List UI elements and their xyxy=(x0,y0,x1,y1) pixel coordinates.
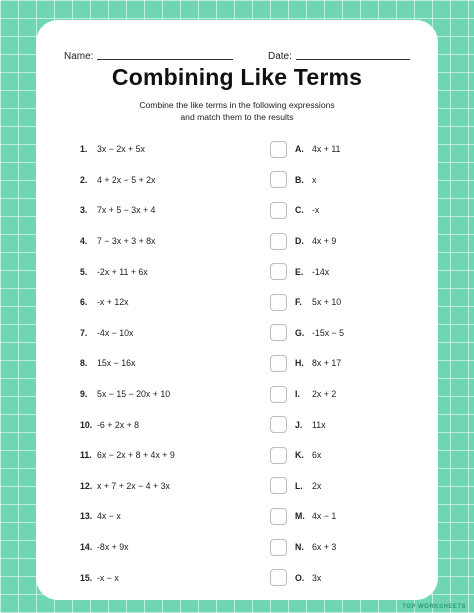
answer-value: -15x − 5 xyxy=(312,327,345,338)
date-label: Date: xyxy=(268,51,292,62)
problem-item xyxy=(80,195,250,226)
answer-item xyxy=(270,195,420,226)
problem-expression: 5x − 15 − 20x + 10 xyxy=(97,389,171,400)
answer-checkbox[interactable] xyxy=(270,294,287,311)
answer-checkbox[interactable] xyxy=(270,386,287,403)
problem-item xyxy=(80,348,250,379)
date-underline[interactable] xyxy=(296,59,410,60)
problem-number: 7. xyxy=(80,327,88,338)
answer-item xyxy=(270,379,420,410)
problem-item xyxy=(80,562,250,593)
problem-number: 13. xyxy=(80,511,93,522)
answer-letter: A. xyxy=(295,144,304,155)
instructions xyxy=(36,99,438,123)
problem-item xyxy=(80,440,250,471)
answer-checkbox[interactable] xyxy=(270,233,287,250)
answer-letter: E. xyxy=(295,266,304,277)
problem-item xyxy=(80,165,250,196)
answer-checkbox[interactable] xyxy=(270,477,287,494)
instructions-line-1: Combine the like terms in the following expressions xyxy=(139,100,335,110)
answer-checkbox[interactable] xyxy=(270,508,287,525)
problem-number: 4. xyxy=(80,236,88,247)
answer-letter: H. xyxy=(295,358,304,369)
problem-item xyxy=(80,226,250,257)
worksheet-sheet xyxy=(36,20,438,600)
answer-value: 6x + 3 xyxy=(312,542,337,553)
answer-checkbox[interactable] xyxy=(270,263,287,280)
problem-expression: 4 + 2x − 5 + 2x xyxy=(97,174,156,185)
answer-letter: D. xyxy=(295,236,304,247)
answer-item xyxy=(270,409,420,440)
answer-item xyxy=(270,287,420,318)
problem-expression: 7x + 5 − 3x + 4 xyxy=(97,205,156,216)
answer-value: 4x − 1 xyxy=(312,511,337,522)
answer-value: 6x xyxy=(312,450,322,461)
answer-value: x xyxy=(312,174,317,185)
problem-item xyxy=(80,409,250,440)
answer-letter: N. xyxy=(295,542,304,553)
worksheet-title: Combining Like Terms xyxy=(111,64,363,90)
answer-value: 4x + 9 xyxy=(312,236,337,247)
answer-item xyxy=(270,562,420,593)
answer-item xyxy=(270,256,420,287)
problem-expression: -8x + 9x xyxy=(97,542,129,553)
problem-number: 8. xyxy=(80,358,88,369)
answer-item xyxy=(270,134,420,165)
instructions-line-2: and match them to the results xyxy=(180,112,294,122)
answer-value: 2x xyxy=(312,480,322,491)
answer-letter: C. xyxy=(295,205,304,216)
problem-number: 12. xyxy=(80,480,93,491)
problem-expression: -2x + 11 + 6x xyxy=(97,266,148,277)
problem-expression: 7 − 3x + 3 + 8x xyxy=(97,236,156,247)
answer-checkbox[interactable] xyxy=(270,569,287,586)
answer-letter: F. xyxy=(295,297,302,308)
answer-letter: B. xyxy=(295,174,304,185)
answer-value: -x xyxy=(312,205,320,216)
problem-item xyxy=(80,379,250,410)
answer-checkbox[interactable] xyxy=(270,171,287,188)
answer-letter: L. xyxy=(295,480,303,491)
problem-number: 10. xyxy=(80,419,93,430)
date-field[interactable] xyxy=(268,42,410,62)
problem-number: 3. xyxy=(80,205,88,216)
answer-item xyxy=(270,501,420,532)
answer-checkbox[interactable] xyxy=(270,141,287,158)
answer-item xyxy=(270,440,420,471)
problems-list xyxy=(80,134,250,593)
answer-checkbox[interactable] xyxy=(270,355,287,372)
answer-item xyxy=(270,471,420,502)
problem-expression: -4x − 10x xyxy=(97,327,134,338)
answer-checkbox[interactable] xyxy=(270,539,287,556)
problem-number: 9. xyxy=(80,389,88,400)
name-underline[interactable] xyxy=(97,59,233,60)
answer-value: -14x xyxy=(312,266,330,277)
problem-number: 1. xyxy=(80,144,88,155)
problem-item xyxy=(80,287,250,318)
answer-checkbox[interactable] xyxy=(270,202,287,219)
problem-item xyxy=(80,501,250,532)
problem-expression: 6x − 2x + 8 + 4x + 9 xyxy=(97,450,175,461)
problem-number: 11. xyxy=(80,450,92,461)
answer-value: 8x + 17 xyxy=(312,358,342,369)
problem-expression: 3x − 2x + 5x xyxy=(97,144,145,155)
answer-value: 2x + 2 xyxy=(312,389,337,400)
name-label: Name: xyxy=(64,51,94,62)
answer-letter: G. xyxy=(295,327,305,338)
problem-number: 5. xyxy=(80,266,88,277)
problem-item xyxy=(80,471,250,502)
answer-value: 4x + 11 xyxy=(312,144,341,155)
problem-expression: 15x − 16x xyxy=(97,358,136,369)
problem-number: 14. xyxy=(80,542,93,553)
answer-checkbox[interactable] xyxy=(270,324,287,341)
answer-item xyxy=(270,165,420,196)
answers-list xyxy=(270,134,420,593)
problem-expression: -x − x xyxy=(97,572,119,583)
problem-expression: 4x − x xyxy=(97,511,121,522)
answer-item xyxy=(270,318,420,349)
answer-item xyxy=(270,226,420,257)
answer-checkbox[interactable] xyxy=(270,416,287,433)
problem-item xyxy=(80,256,250,287)
answer-letter: M. xyxy=(295,511,305,522)
answer-checkbox[interactable] xyxy=(270,447,287,464)
answer-letter: J. xyxy=(295,419,303,430)
problem-item xyxy=(80,134,250,165)
problem-number: 6. xyxy=(80,297,88,308)
problem-number: 2. xyxy=(80,174,88,185)
answer-value: 5x + 10 xyxy=(312,297,342,308)
answer-item xyxy=(270,532,420,563)
name-field[interactable] xyxy=(64,42,233,62)
answer-item xyxy=(270,348,420,379)
problem-expression: x + 7 + 2x − 4 + 3x xyxy=(97,480,170,491)
answer-letter: I. xyxy=(295,389,300,400)
answer-letter: K. xyxy=(295,450,304,461)
answer-value: 11x xyxy=(312,419,326,430)
problem-number: 15. xyxy=(80,572,93,583)
problem-item xyxy=(80,318,250,349)
problem-expression: -x + 12x xyxy=(97,297,129,308)
watermark-logo: TOP WORKSHEETS xyxy=(402,604,466,610)
problem-item xyxy=(80,532,250,563)
answer-letter: O. xyxy=(295,572,305,583)
answer-value: 3x xyxy=(312,572,322,583)
problem-expression: -6 + 2x + 8 xyxy=(97,419,140,430)
